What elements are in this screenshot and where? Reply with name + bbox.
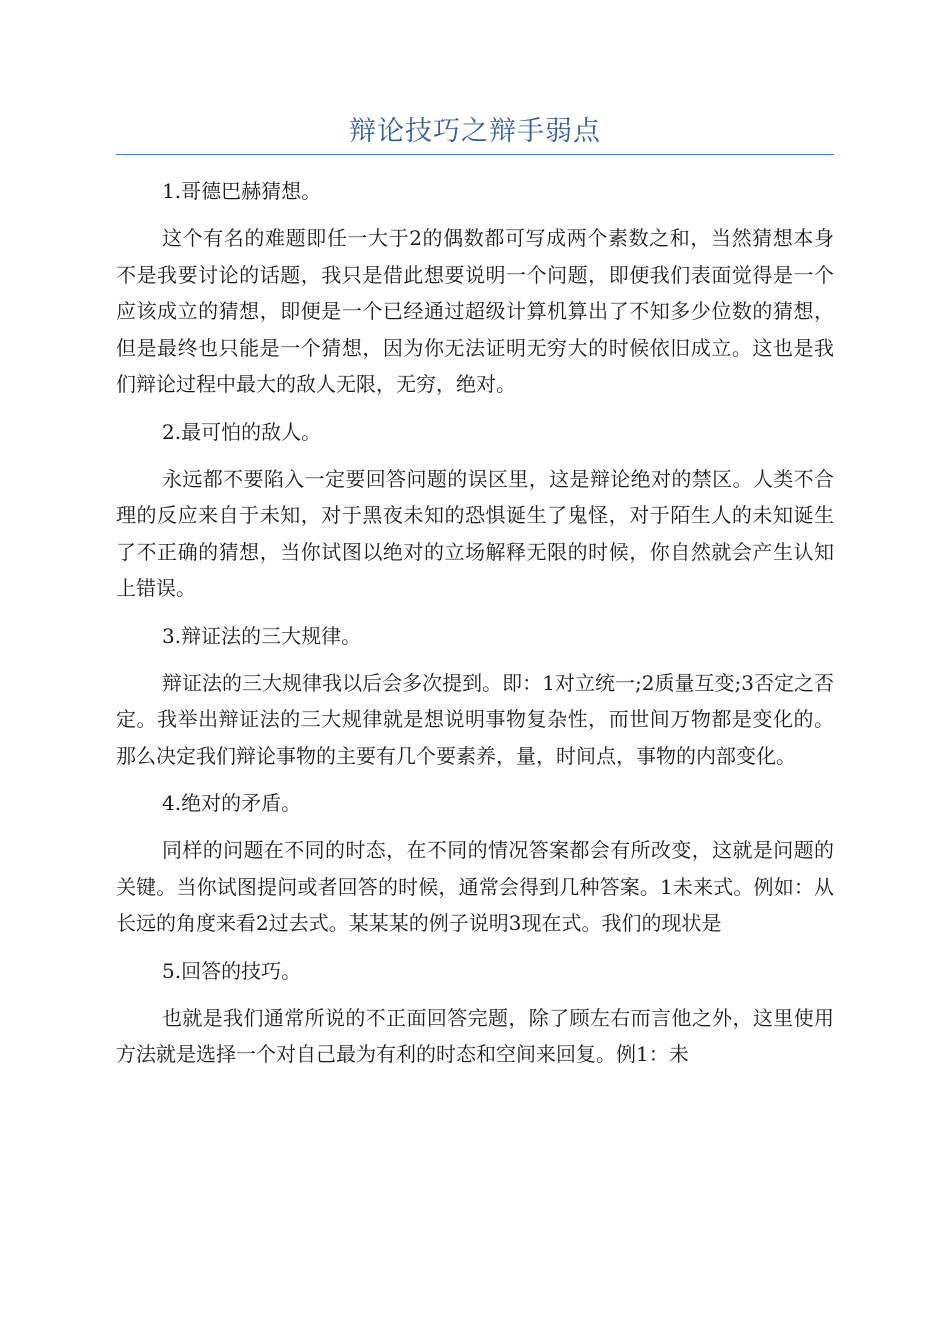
section-paragraph-5: 也就是我们通常所说的不正面回答完题，除了顾左右而言他之外，这里使用方法就是选择一个对自己最为有利的时态和空间来回复。例1：未 bbox=[116, 1005, 834, 1066]
section-heading-3: 3.辩证法的三大规律。 bbox=[162, 623, 362, 648]
section-paragraph-4: 同样的问题在不同的时态，在不同的情况答案都会有所改变，这就是问题的关键。当你试图提问或者回答的时候，通常会得到几种答案。1未来式。例如：从长远的角度来看2过去式。某某某的例子说明3现在式。我们的现状是 bbox=[116, 838, 834, 935]
section-paragraph-1: 这个有名的难题即任一大于2的偶数都可写成两个素数之和，当然猜想本身不是我要讨论的话题，我只是借此想要说明一个问题，即便我们表面觉得是一个应该成立的猜想，即便是一个已经通过超级计算机算出了不知多少位数的猜想，但是最终也只能是一个猜想，因为你无法证明无穷大的时候依旧成立。这也是我们辩论过程中最大的敌人无限，无穷，绝对。 bbox=[116, 226, 834, 396]
section-heading-1: 1.哥德巴赫猜想。 bbox=[162, 179, 322, 203]
section-heading-5: 5.回答的技巧。 bbox=[162, 958, 302, 983]
section-heading-4: 4.绝对的矛盾。 bbox=[162, 791, 302, 815]
section-heading-2: 2.最可怕的敌人。 bbox=[162, 419, 322, 444]
document-body bbox=[116, 166, 834, 1085]
title-underline bbox=[116, 154, 834, 155]
section-paragraph-2: 永远都不要陷入一定要回答问题的误区里，这是辩论绝对的禁区。人类不合理的反应来自于未知，对于黑夜未知的恐惧诞生了鬼怪，对于陌生人的未知诞生了不正确的猜想，当你试图以绝对的立场解释无限的时候，你自然就会产生认知上错误。 bbox=[116, 466, 834, 600]
document-title: 辩论技巧之辩手弱点 bbox=[349, 116, 601, 147]
section-paragraph-3: 辩证法的三大规律我以后会多次提到。即：1对立统一;2质量互变;3否定之否定。我举出辩证法的三大规律就是想说明事物复杂性，而世间万物都是变化的。那么决定我们辩论事物的主要有几个要素养，量，时间点，事物的内部变化。 bbox=[116, 670, 834, 768]
